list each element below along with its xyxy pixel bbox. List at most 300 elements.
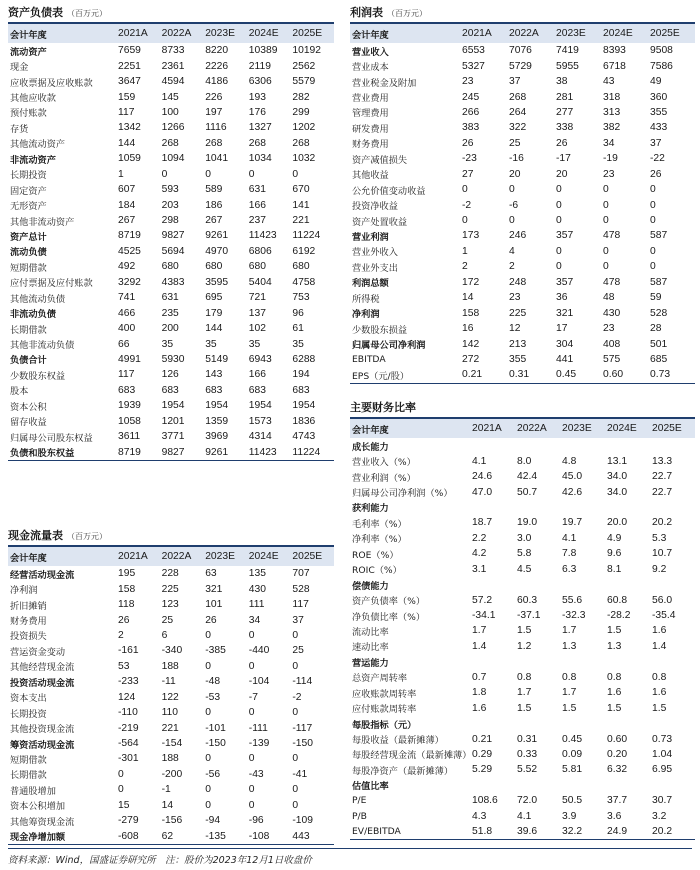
cell-value: 0 (603, 184, 609, 196)
cell-value: 0 (205, 168, 211, 180)
cell-value: 268 (509, 91, 527, 103)
cell-value: 3.6 (607, 810, 622, 822)
row-label: 营运资金变动 (10, 646, 66, 658)
ratios-title (350, 397, 695, 419)
row-label: 资本公积增加 (10, 801, 66, 813)
cell-value: -22 (650, 153, 665, 165)
cell-value: 0.45 (556, 369, 577, 381)
cell-value: 1.5 (517, 702, 532, 714)
row-label: 营业收入 (352, 46, 389, 58)
row-label: 非流动资产 (10, 154, 56, 166)
cell-value: 66 (118, 338, 130, 350)
year-header: 2023E (556, 28, 586, 39)
cell-value: -111 (248, 722, 268, 734)
cell-value: 321 (205, 583, 223, 595)
cell-value: -48 (205, 676, 221, 688)
cell-value: 7586 (650, 60, 673, 72)
row-label: 短期借款 (10, 262, 47, 274)
cell-value: 225 (509, 307, 527, 319)
table-row (8, 690, 334, 705)
cell-value: 6.95 (652, 764, 673, 776)
cell-value: 1939 (118, 400, 141, 412)
table-row (8, 120, 334, 135)
cell-value: 5.29 (472, 764, 493, 776)
cell-value: 6306 (248, 76, 272, 88)
cashflow-rows (8, 566, 334, 845)
cell-value: 1032 (292, 153, 316, 165)
cell-value: 1202 (292, 122, 316, 134)
row-label: 其他投资现金流 (10, 724, 75, 736)
cell-value: 400 (118, 323, 136, 335)
cell-value: 248 (509, 276, 527, 288)
table-row (8, 136, 334, 151)
row-label: 普通股增加 (10, 785, 56, 797)
cell-value: 433 (650, 122, 668, 134)
row-label: 其他流动负债 (10, 293, 66, 305)
table-row (8, 290, 334, 305)
table-row (350, 58, 695, 73)
table-row (8, 782, 334, 797)
balance-sheet-panel (8, 2, 334, 461)
cell-value: 0 (161, 168, 168, 180)
cell-value: -340 (161, 645, 183, 657)
year-header: 2025E (650, 28, 680, 39)
cell-value: 3611 (118, 431, 141, 443)
row-label: 预付账款 (10, 108, 47, 120)
table-row (350, 336, 695, 351)
cell-value: 383 (462, 122, 480, 134)
cell-value: 13.3 (652, 455, 673, 467)
cell-value: 14 (462, 292, 474, 304)
cell-value: 96 (292, 307, 304, 319)
year-header: 2024E (248, 551, 279, 562)
cell-value: 15 (118, 799, 130, 811)
cell-value: 0 (205, 753, 211, 765)
cell-value: 1954 (292, 400, 316, 412)
cell-value: 50.5 (562, 795, 583, 807)
table-row (8, 751, 334, 766)
cell-value: 2361 (161, 60, 185, 72)
cell-value: 9827 (161, 230, 185, 242)
cell-value: 695 (205, 292, 223, 304)
cell-value: -117 (292, 722, 313, 734)
cell-value: -41 (292, 768, 308, 780)
cell-value: 0.8 (562, 671, 577, 683)
cell-value: 4.5 (517, 563, 532, 575)
cell-value: -94 (205, 815, 221, 827)
table-row (350, 716, 695, 731)
cell-value: 9.6 (607, 548, 622, 560)
table-row (350, 500, 695, 515)
cell-value: 0 (248, 799, 255, 811)
row-label: 其他收益 (352, 170, 389, 182)
cell-value: 61 (292, 323, 304, 335)
cell-value: 27 (462, 168, 474, 180)
header-label: 会计年度 (352, 424, 389, 436)
cell-value: 9508 (650, 45, 673, 57)
cell-value: 186 (205, 199, 223, 211)
cell-value: 1836 (292, 415, 316, 427)
row-label: 财务费用 (10, 616, 47, 628)
cell-value: 37.7 (607, 795, 628, 807)
cell-value: 501 (650, 338, 668, 350)
cell-value: 1342 (118, 122, 141, 134)
cell-value: 0 (205, 799, 211, 811)
cell-value: 1573 (248, 415, 272, 427)
row-label: 每股指标（元） (352, 719, 417, 731)
cell-value: 6.32 (607, 764, 628, 776)
cell-value: 24.9 (607, 826, 628, 838)
cell-value: 237 (248, 215, 266, 227)
year-header: 2022A (161, 551, 192, 562)
cell-value: 4314 (248, 431, 272, 443)
cell-value: 23 (509, 292, 521, 304)
cell-value: 0 (650, 199, 656, 211)
row-label: P/E (352, 795, 367, 807)
cell-value: 2562 (292, 60, 316, 72)
cell-value: 478 (603, 276, 621, 288)
cell-value: 0 (248, 629, 255, 641)
cell-value: 721 (248, 292, 266, 304)
cell-value: 72.0 (517, 795, 538, 807)
row-label: 营运能力 (352, 657, 389, 669)
cell-value: 6192 (292, 245, 316, 257)
ratios-header-row (350, 419, 695, 438)
cell-value: 338 (556, 122, 574, 134)
cell-value: 0.60 (607, 733, 628, 745)
cell-value: 589 (205, 184, 223, 196)
cell-value: 1.04 (652, 748, 673, 760)
cell-value: 4.9 (607, 532, 622, 544)
cell-value: 5694 (161, 245, 185, 257)
cell-value: 0 (650, 245, 656, 257)
cell-value: 194 (292, 369, 310, 381)
cell-value: 11224 (292, 230, 321, 242)
cell-value: 37 (650, 137, 662, 149)
cell-value: 26 (205, 614, 217, 626)
cell-value: 1.4 (472, 640, 487, 652)
table-row (8, 151, 334, 166)
cell-value: 17 (556, 323, 568, 335)
cell-value: 8719 (118, 446, 141, 458)
row-label: 所得税 (352, 293, 380, 305)
cell-value: 1.7 (472, 625, 487, 637)
cell-value: 741 (118, 292, 136, 304)
cell-value: 8.0 (517, 455, 532, 467)
row-label: 资本支出 (10, 693, 47, 705)
cell-value: 1327 (248, 122, 272, 134)
row-label: 投资损失 (10, 631, 47, 643)
row-label: 每股经营现金流（最新摊薄） (352, 750, 472, 762)
cell-value: 43 (603, 76, 615, 88)
cell-value: 670 (292, 184, 310, 196)
row-label: 营业成本 (352, 62, 389, 74)
row-label: 其他应收款 (10, 93, 56, 105)
cell-value: 8220 (205, 45, 229, 57)
cell-value: 188 (161, 660, 179, 672)
cell-value: 1.7 (562, 625, 577, 637)
row-label: 长期借款 (10, 324, 47, 336)
cell-value: 272 (462, 353, 480, 365)
income-statement-title (350, 2, 695, 24)
cell-value: 60.8 (607, 594, 628, 606)
cell-value: 1266 (161, 122, 185, 134)
cell-value: 707 (292, 568, 310, 580)
cell-value: 4.2 (472, 548, 487, 560)
cell-value: 0 (248, 168, 255, 180)
cell-value: 2 (509, 261, 515, 273)
cell-value: 3771 (161, 431, 185, 443)
row-label: 营业外支出 (352, 262, 398, 274)
table-row (8, 182, 334, 197)
cell-value: 4383 (161, 276, 185, 288)
table-row (350, 213, 695, 228)
cell-value: -101 (205, 722, 226, 734)
cell-value: 4.3 (472, 810, 487, 822)
balance-title-text: 资产负债表 (8, 6, 63, 19)
table-row (350, 228, 695, 243)
cell-value: 117 (118, 369, 135, 381)
cell-value: 0.73 (650, 369, 671, 381)
cell-value: 1.3 (607, 640, 622, 652)
table-row (8, 581, 334, 596)
cell-value: -19 (603, 153, 618, 165)
row-label: 其他非流动负债 (10, 340, 75, 352)
cell-value: 1.4 (652, 640, 667, 652)
cell-value: 102 (248, 323, 266, 335)
cell-value: 35 (248, 338, 261, 350)
cell-value: 123 (161, 599, 179, 611)
cell-value: 20 (556, 168, 568, 180)
cell-value: 1359 (205, 415, 229, 427)
header-label: 会计年度 (352, 29, 389, 41)
cell-value: 19.7 (562, 517, 583, 529)
cell-value: -96 (248, 815, 264, 827)
table-row (350, 290, 695, 305)
row-label: 营业外收入 (352, 247, 398, 259)
cell-value: 193 (248, 91, 266, 103)
table-row (8, 275, 334, 290)
cell-value: 0 (205, 707, 211, 719)
cell-value: 3.0 (517, 532, 532, 544)
cell-value: 108.6 (472, 795, 498, 807)
cell-value: 4186 (205, 76, 229, 88)
cell-value: 124 (118, 691, 136, 703)
cell-value: 0 (118, 784, 124, 796)
cell-value: 5149 (205, 353, 229, 365)
cell-value: 24.6 (472, 471, 493, 483)
cell-value: 8393 (603, 45, 626, 57)
cell-value: 0 (205, 784, 211, 796)
cell-value: -6 (509, 199, 519, 211)
cell-value: 34.0 (607, 471, 628, 483)
cell-value: 141 (292, 199, 310, 211)
cell-value: 0 (248, 660, 255, 672)
cell-value: -53 (205, 691, 221, 703)
cell-value: 685 (650, 353, 668, 365)
cell-value: 0 (248, 707, 255, 719)
cell-value: 5404 (248, 276, 272, 288)
cell-value: -32.3 (562, 610, 586, 622)
cell-value: 22.7 (652, 486, 673, 498)
row-label: 应付账款周转率 (352, 704, 417, 716)
table-row (350, 670, 695, 685)
table-row (350, 731, 695, 746)
cell-value: -161 (118, 645, 139, 657)
cell-value: 575 (603, 353, 621, 365)
year-header: 2023E (562, 423, 592, 434)
cell-value: 200 (161, 323, 179, 335)
cell-value: 11423 (248, 446, 277, 458)
table-row (8, 674, 334, 689)
cell-value: 34 (248, 614, 261, 626)
row-label: 留存收益 (10, 417, 47, 429)
cell-value: 8719 (118, 230, 141, 242)
cell-value: 607 (118, 184, 136, 196)
cash-flow-title (8, 525, 334, 547)
cell-value: 1954 (205, 400, 229, 412)
row-label: 研发费用 (352, 123, 389, 135)
cell-value: 111 (248, 599, 265, 611)
row-label: 股本 (10, 386, 29, 398)
table-row (8, 336, 334, 351)
table-row (8, 828, 334, 844)
cell-value: 5930 (161, 353, 185, 365)
cell-value: 221 (161, 722, 179, 734)
cell-value: 176 (248, 106, 266, 118)
balance-sheet-title (8, 2, 334, 24)
table-row (8, 74, 334, 89)
row-label: 其他筹资现金流 (10, 816, 75, 828)
cell-value: 0 (462, 215, 468, 227)
row-label: 每股净资产（最新摊薄） (352, 765, 454, 777)
cell-value: 5327 (462, 60, 485, 72)
row-label: 投资净收益 (352, 201, 398, 213)
cashflow-unit: （百万元） (67, 532, 107, 541)
row-label: 其他流动资产 (10, 139, 66, 151)
row-label: EV/EBITDA (352, 826, 401, 838)
cell-value: 683 (248, 384, 266, 396)
cell-value: 4 (509, 245, 515, 257)
cell-value: 683 (118, 384, 136, 396)
cell-value: -150 (205, 738, 226, 750)
cell-value: 2119 (248, 60, 271, 72)
cell-value: 3969 (205, 431, 229, 443)
cell-value: 42.4 (517, 471, 538, 483)
row-label: 应收账款周转率 (352, 688, 417, 700)
cell-value: 268 (248, 137, 266, 149)
cell-value: 60.3 (517, 594, 538, 606)
cell-value: -56 (205, 768, 221, 780)
cell-value: 19.0 (517, 517, 538, 529)
row-label: 应付票据及应付账款 (10, 278, 93, 290)
cell-value: 0 (205, 660, 211, 672)
year-header: 2025E (292, 28, 323, 39)
cell-value: 2 (462, 261, 468, 273)
cell-value: 6806 (248, 245, 272, 257)
cell-value: -43 (248, 768, 264, 780)
cash-flow-panel (8, 525, 334, 845)
year-header: 2023E (205, 551, 235, 562)
cell-value: 443 (292, 830, 310, 842)
row-label: 归属母公司股东权益 (10, 432, 93, 444)
cell-value: 0 (509, 215, 515, 227)
cell-value: 264 (509, 106, 527, 118)
row-label: 资产负债率（%） (352, 596, 426, 608)
cell-value: 0 (650, 215, 656, 227)
row-label: 折旧摊销 (10, 600, 47, 612)
cell-value: 0 (603, 261, 609, 273)
cell-value: 37 (509, 76, 521, 88)
cell-value: -11 (161, 676, 176, 688)
table-row (350, 120, 695, 135)
cell-value: -2 (292, 691, 302, 703)
cell-value: 0.29 (472, 748, 493, 760)
cell-value: 4525 (118, 245, 141, 257)
cell-value: 1.6 (472, 702, 487, 714)
cell-value: -154 (161, 738, 183, 750)
cell-value: 680 (205, 261, 223, 273)
table-row (350, 608, 695, 623)
cell-value: 13.1 (607, 455, 628, 467)
cell-value: 9827 (161, 446, 185, 458)
cell-value: 267 (118, 215, 136, 227)
cell-value: 3647 (118, 76, 141, 88)
table-row (8, 43, 334, 58)
table-row (350, 43, 695, 58)
cell-value: -385 (205, 645, 226, 657)
cell-value: 0 (603, 215, 609, 227)
table-row (350, 244, 695, 259)
cell-value: 631 (248, 184, 266, 196)
cell-value: 2226 (205, 60, 229, 72)
year-header: 2024E (248, 28, 279, 39)
cell-value: 492 (118, 261, 136, 273)
cell-value: 53 (118, 660, 130, 672)
row-label: 其他经营现金流 (10, 662, 75, 674)
header-label: 会计年度 (10, 552, 47, 564)
table-row (8, 566, 334, 581)
table-row (8, 398, 334, 413)
cell-value: 235 (161, 307, 179, 319)
cell-value: 0.8 (652, 671, 667, 683)
cell-value: 20.2 (652, 517, 673, 529)
cell-value: 313 (603, 106, 621, 118)
cell-value: 0 (118, 768, 124, 780)
cell-value: 0 (556, 215, 562, 227)
cell-value: 360 (650, 91, 668, 103)
cell-value: 5.52 (517, 764, 538, 776)
cell-value: 0.20 (607, 748, 628, 760)
year-header: 2025E (652, 423, 682, 434)
cell-value: 166 (248, 199, 266, 211)
cell-value: -564 (118, 738, 139, 750)
row-label: 净利润 (352, 309, 380, 321)
cell-value: 1954 (161, 400, 185, 412)
cell-value: 268 (161, 137, 179, 149)
cell-value: 528 (292, 583, 310, 595)
cell-value: 22.7 (652, 471, 673, 483)
income-unit: （百万元） (387, 9, 427, 18)
cell-value: 26 (556, 137, 568, 149)
cell-value: 0.73 (652, 733, 673, 745)
cell-value: 30.7 (652, 795, 673, 807)
table-row (8, 367, 334, 382)
row-label: 存货 (10, 123, 29, 135)
table-row (350, 531, 695, 546)
cell-value: 0 (650, 261, 656, 273)
cell-value: 2.2 (472, 532, 487, 544)
